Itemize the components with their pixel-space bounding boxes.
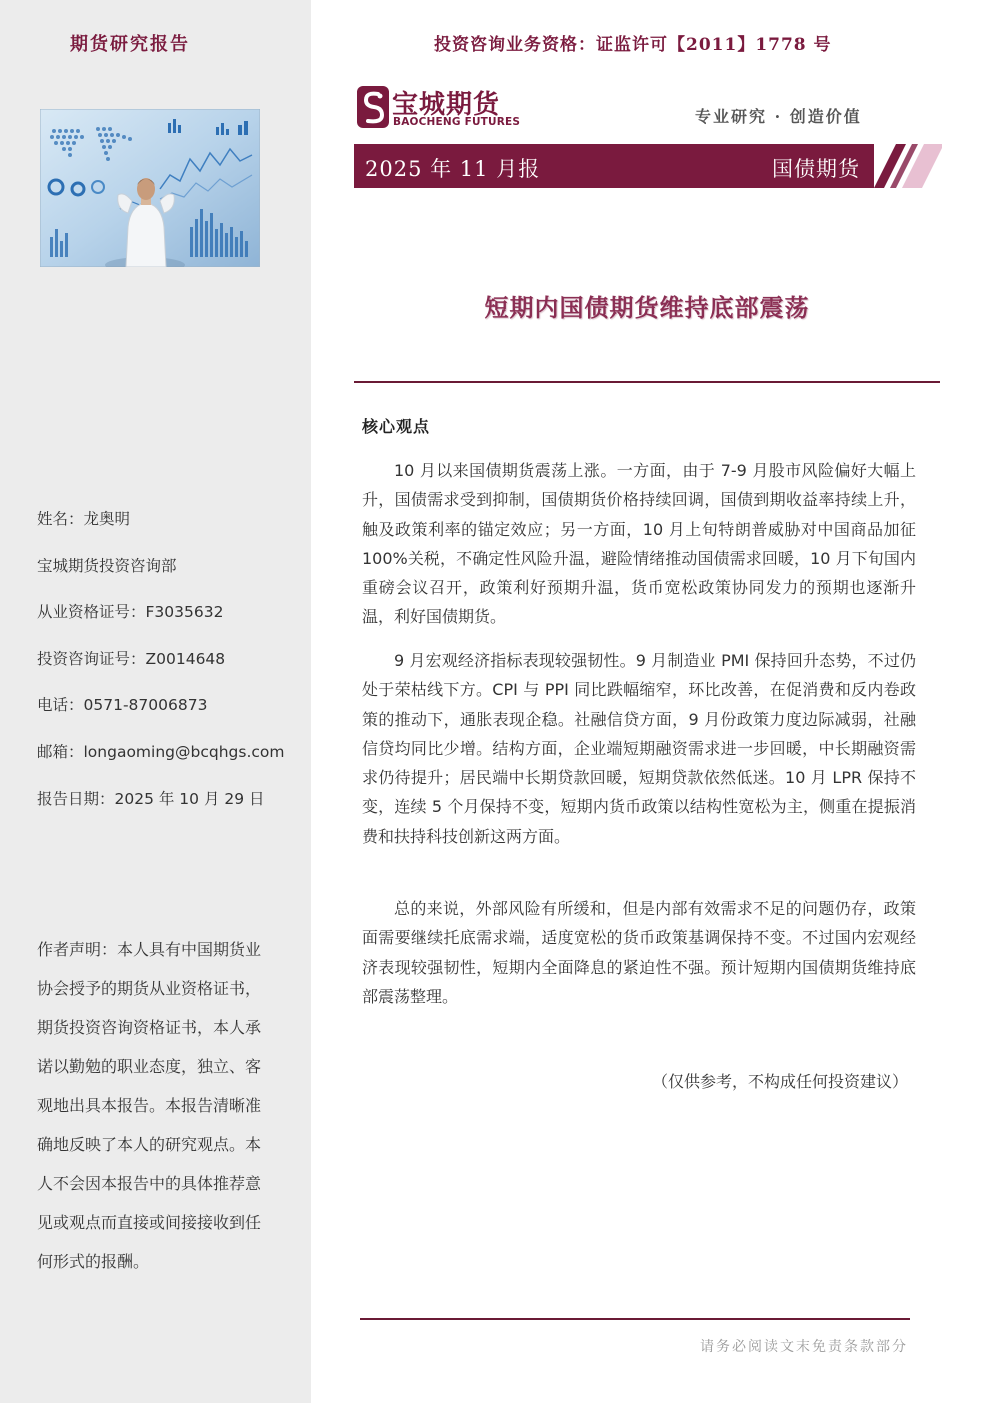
license-line: 投资咨询业务资格：证监许可【2011】1778 号 [434, 35, 832, 55]
divider [354, 381, 940, 383]
author-department: 宝城期货投资咨询部 [37, 556, 177, 575]
cover-image [40, 109, 260, 267]
author-info [37, 508, 307, 834]
divider [360, 1318, 910, 1320]
report-type-label: 期货研究报告 [70, 34, 190, 55]
logo-name: 宝城期货 [392, 90, 501, 120]
report-headline: 短期内国债期货维持底部震荡 [484, 294, 810, 322]
sidebar [0, 0, 311, 1403]
report-banner [354, 144, 874, 188]
core-paragraph: 9 月宏观经济指标表现较强韧性。9 月制造业 PMI 保持回升态势，不过仍处于荣枯线下方。CPI 与 PPI 同比跌幅缩窄，环比改善，在促消费和反内卷政策的推动下，通胀表现企稳。社融信贷方面，9 月份政策力度边际减弱，社融信贷均同比少增。结构方面，企业端短期融资需求进一步回暖，中长期融资需求仍待提升；居民端中长期贷款回暖，短期贷款依然低迷。10 月 LPR 保持不变，连续 5 个月保持不变，短期内货币政策以结构性宽松为主，侧重在提振消费和扶持科技创新这两方面。 [362, 651, 916, 846]
logo-english-name: BAOCHENG FUTURES [393, 116, 521, 128]
phone: 电话：0571-87006873 [37, 696, 208, 715]
banner-stripes-decoration [860, 144, 942, 188]
consulting-number: 投资咨询证号：Z0014648 [37, 649, 226, 668]
slogan: 专业研究 · 创造价值 [695, 107, 862, 126]
report-date: 报告日期：2025 年 10 月 29 日 [37, 789, 265, 808]
report-period: 2025 年 11 月报 [365, 157, 541, 181]
core-paragraph: 10 月以来国债期货震荡上涨。一方面，由于 7-9 月股市风险偏好大幅上升，国债需求受到抑制，国债期货价格持续回调，国债到期收益率持续上升，触及政策利率的锚定效应；另一方面，10 月上旬特朗普威胁对中国商品加征 100%关税，不确定性风险升温，避险情绪推动国债需求回暖，10 月下旬国内重磅会议召开，政策利好预期升温，货币宽松政策协同发力的预期也逐渐升温，利好国债期货。 [362, 461, 916, 627]
email[interactable]: 邮箱：longaoming@bcqhgs.com [37, 742, 285, 761]
investment-disclaimer: （仅供参考，不构成任何投资建议） [651, 1072, 908, 1091]
core-paragraph: 总的来说，外部风险有所缓和，但是内部有效需求不足的问题仍存，政策面需要继续托底需求端，适度宽松的货币政策基调保持不变。不过国内宏观经济表现较强韧性，短期内全面降息的紧迫性不强。预计短期内国债期货维持底部震荡整理。 [362, 899, 916, 1006]
qualification-number: 从业资格证号：F3035632 [37, 603, 224, 622]
company-logo [356, 84, 526, 134]
footer-note: 请务必阅读文末免责条款部分 [700, 1339, 908, 1355]
author-name: 姓名：龙奥明 [37, 510, 131, 528]
author-statement: 作者声明：本人具有中国期货业协会授予的期货从业资格证书，期货投资咨询资格证书，本人承诺以勤勉的职业态度，独立、客观地出具本报告。本报告清晰准确地反映了本人的研究观点。本人不会因本报告中的具体推荐意见或观点而直接或间接接收到任何形式的报酬。 [37, 940, 262, 1271]
core-view-heading: 核心观点 [362, 417, 431, 436]
report-category: 国债期货 [772, 157, 860, 181]
logo-mark-icon [356, 84, 390, 130]
